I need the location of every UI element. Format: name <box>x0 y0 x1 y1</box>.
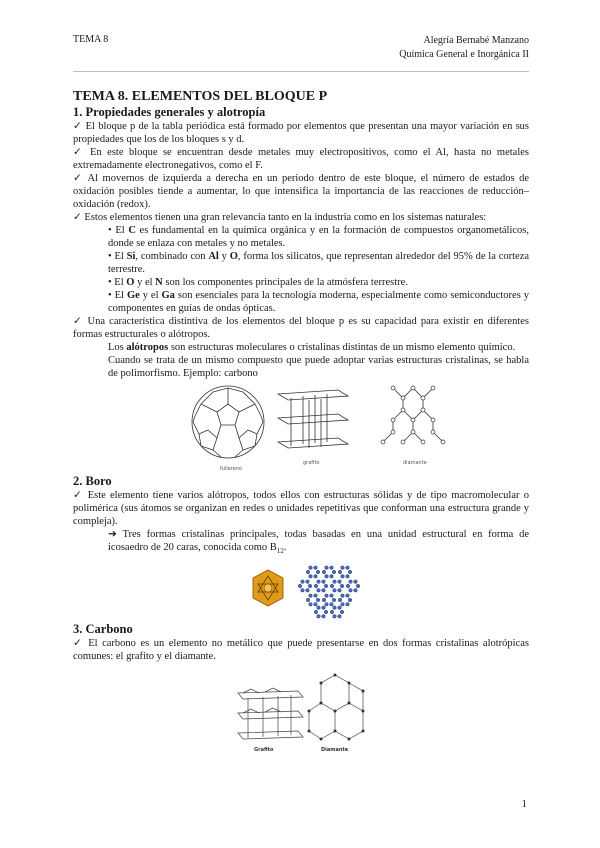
boron-atom <box>309 603 313 607</box>
header-course: Química General e Inorgánica II <box>399 49 529 60</box>
boron-atom <box>306 598 310 602</box>
page-number: 1 <box>521 798 527 810</box>
header-rule <box>73 71 529 72</box>
boron-atom <box>338 580 342 584</box>
fig-label-grafito-2: Grafito <box>254 747 274 754</box>
s1-para-alotropos: Los alótropos son estructuras moleculares o cristalinas distintas de un mismo elemento químico. <box>108 342 516 353</box>
boron-atom <box>317 615 321 619</box>
boron-atom <box>346 584 350 588</box>
boron-atom <box>316 598 320 602</box>
boron-atom <box>341 594 345 598</box>
boron-atom <box>356 584 360 588</box>
boron-atom <box>346 594 350 598</box>
boron-atom <box>338 615 342 619</box>
header-left: TEMA 8 <box>73 34 109 45</box>
boron-atom <box>324 610 328 614</box>
boron-atom <box>354 589 358 593</box>
boron-atom <box>325 594 329 598</box>
s1-bullet-carbon: • El C es fundamental en la química orgánica y en la formación de compuestos organometálicos, donde se enlaza con metales y no metales. <box>108 225 529 249</box>
boron-atom <box>322 615 326 619</box>
boron-atom <box>314 603 318 607</box>
boron-atom <box>324 584 328 588</box>
s1-para-4: ✓ Estos elementos tienen una gran relevancia tanto en la industria como en los sistemas naturales: <box>73 212 487 223</box>
boron-atom <box>314 610 318 614</box>
boron-atom <box>325 566 329 570</box>
boron-network-image <box>298 566 360 618</box>
boron-atom <box>314 584 318 588</box>
boron-atom <box>330 584 334 588</box>
boron-atom <box>306 570 310 574</box>
boron-atom <box>306 589 310 593</box>
boron-atom <box>330 575 334 579</box>
boron-atom <box>316 570 320 574</box>
boron-atom <box>314 566 318 570</box>
boron-atom <box>314 594 318 598</box>
section1-heading: 1. Propiedades generales y alotropía <box>73 105 266 119</box>
boron-atom <box>308 584 312 588</box>
boron-atom <box>341 603 345 607</box>
boron-atom <box>301 589 305 593</box>
boron-atom <box>309 566 313 570</box>
boron-atom <box>332 598 336 602</box>
boron-atom <box>340 610 344 614</box>
page-content <box>73 88 529 753</box>
boron-atom <box>322 570 326 574</box>
s1-bullet-oxygen: • El O y el N son los componentes principales de la atmósfera terrestre. <box>108 277 408 288</box>
s1-bullet-silicon: • El Si, combinado con Al y O, forma los silicatos, que representan alrededor del 95% de la corteza terrestre. <box>108 251 530 275</box>
boron-atom <box>333 589 337 593</box>
header-author: Alegría Bernabé Manzano <box>423 35 529 46</box>
boron-atom <box>346 575 350 579</box>
boron-atom <box>333 615 337 619</box>
boron-atom <box>338 570 342 574</box>
s1-para-1: ✓ El bloque p de la tabla periódica está formado por elementos que presentan una mayor variación en sus propiedades que los de los bloques s y d. <box>73 121 529 145</box>
boron-atom <box>341 566 345 570</box>
boron-atom <box>330 566 334 570</box>
boron-atom <box>338 606 342 610</box>
boron-atom <box>317 589 321 593</box>
s1-bullet-germanium: • El Ge y el Ga son esenciales para la tecnología moderna, especialmente como semiconductores y componentes en guías de ondas ópticas. <box>108 290 530 314</box>
boron-atom <box>322 598 326 602</box>
s1-para-3: ✓ Al movernos de izquierda a derecha en un periodo dentro de este bloque, el número de estados de oxidación posibles tiende a aumentar, lo que intensifica la importancia de las reacciones de reducción–oxidación (redox). <box>73 173 529 210</box>
boron-atom <box>325 575 329 579</box>
boron-atom <box>298 584 302 588</box>
carbon-allotropes-figure <box>73 380 529 472</box>
icosahedron-image <box>253 570 283 606</box>
header-right <box>399 34 529 62</box>
carbon-allotropes-image <box>73 380 529 472</box>
s2-para-1: ✓ Este elemento tiene varios alótropos, todos ellos con estructuras sólidas y de tipo macromolecular o polimérica (sus átomos se organizan en redes o unidades repetitivas que conforman una estructura grande y compleja). <box>73 490 529 527</box>
fig-label-diamante: diamante <box>403 460 427 466</box>
boron-atom <box>322 589 326 593</box>
boron-atom <box>322 606 326 610</box>
s1-para-polimorfismo: Cuando se trata de un mismo compuesto que puede adoptar varias estructuras cristalinas, se habla de polimorfismo. Ejemplo: carbono <box>108 355 529 379</box>
fig-label-fullereno: fullereno <box>220 466 243 472</box>
boron-atom <box>330 603 334 607</box>
boron-atom <box>330 610 334 614</box>
diamond-lattice-image <box>309 675 363 739</box>
boron-atom <box>346 566 350 570</box>
graphite-image <box>278 390 348 448</box>
boron-atom <box>349 580 353 584</box>
boron-atom <box>317 606 321 610</box>
graphite-diamond-figure <box>73 663 529 753</box>
boron-atom <box>317 580 321 584</box>
boron-atom <box>333 606 337 610</box>
boron-atom <box>332 570 336 574</box>
boron-atom <box>338 589 342 593</box>
boron-atom <box>306 580 310 584</box>
boron-atom <box>309 575 313 579</box>
boron-atom <box>322 580 326 584</box>
boron-figure <box>73 558 529 620</box>
fullerene-image <box>192 386 264 458</box>
s3-para-1: ✓ El carbono es un elemento no metálico que puede presentarse en dos formas cristalinas alotrópicas comunes: el grafito y el diamante. <box>73 638 529 663</box>
s1-para-5: ✓ Una característica distintiva de los elementos del bloque p es su capacidad para existir en diferentes formas estructurales o alótropos. <box>73 316 529 340</box>
boron-atom <box>354 580 358 584</box>
boron-atom <box>330 594 334 598</box>
section3-heading: 3. Carbono <box>73 622 133 637</box>
s1-para-2: ✓ En este bloque se encuentran desde metales muy electropositivos, como el Al, hasta no metales extremadamente electronegativos, como el F. <box>73 147 529 171</box>
boron-atom <box>338 598 342 602</box>
boron-atom <box>346 603 350 607</box>
fig-label-grafito: grafito <box>303 460 320 466</box>
section2-heading: 2. Boro <box>73 474 112 488</box>
boron-atom <box>348 570 352 574</box>
boron-atom <box>340 584 344 588</box>
boron-image <box>73 558 529 620</box>
boron-atom <box>314 575 318 579</box>
s2-para-2: ➔ Tres formas cristalinas principales, todas basadas en una unidad estructural en forma de icosaedro de 20 caras, conocida como $B_{12}$. <box>108 529 529 556</box>
graphite-diamond-image <box>73 663 529 753</box>
boron-atom <box>333 580 337 584</box>
boron-atom <box>349 589 353 593</box>
graphite-layers-image <box>238 688 303 739</box>
boron-atom <box>309 594 313 598</box>
boron-atom <box>325 603 329 607</box>
boron-atom <box>348 598 352 602</box>
boron-atom <box>301 580 305 584</box>
fig-label-diamante-2: Diamante <box>321 747 349 754</box>
page-title: TEMA 8. ELEMENTOS DEL BLOQUE P <box>73 89 328 104</box>
boron-atom <box>341 575 345 579</box>
